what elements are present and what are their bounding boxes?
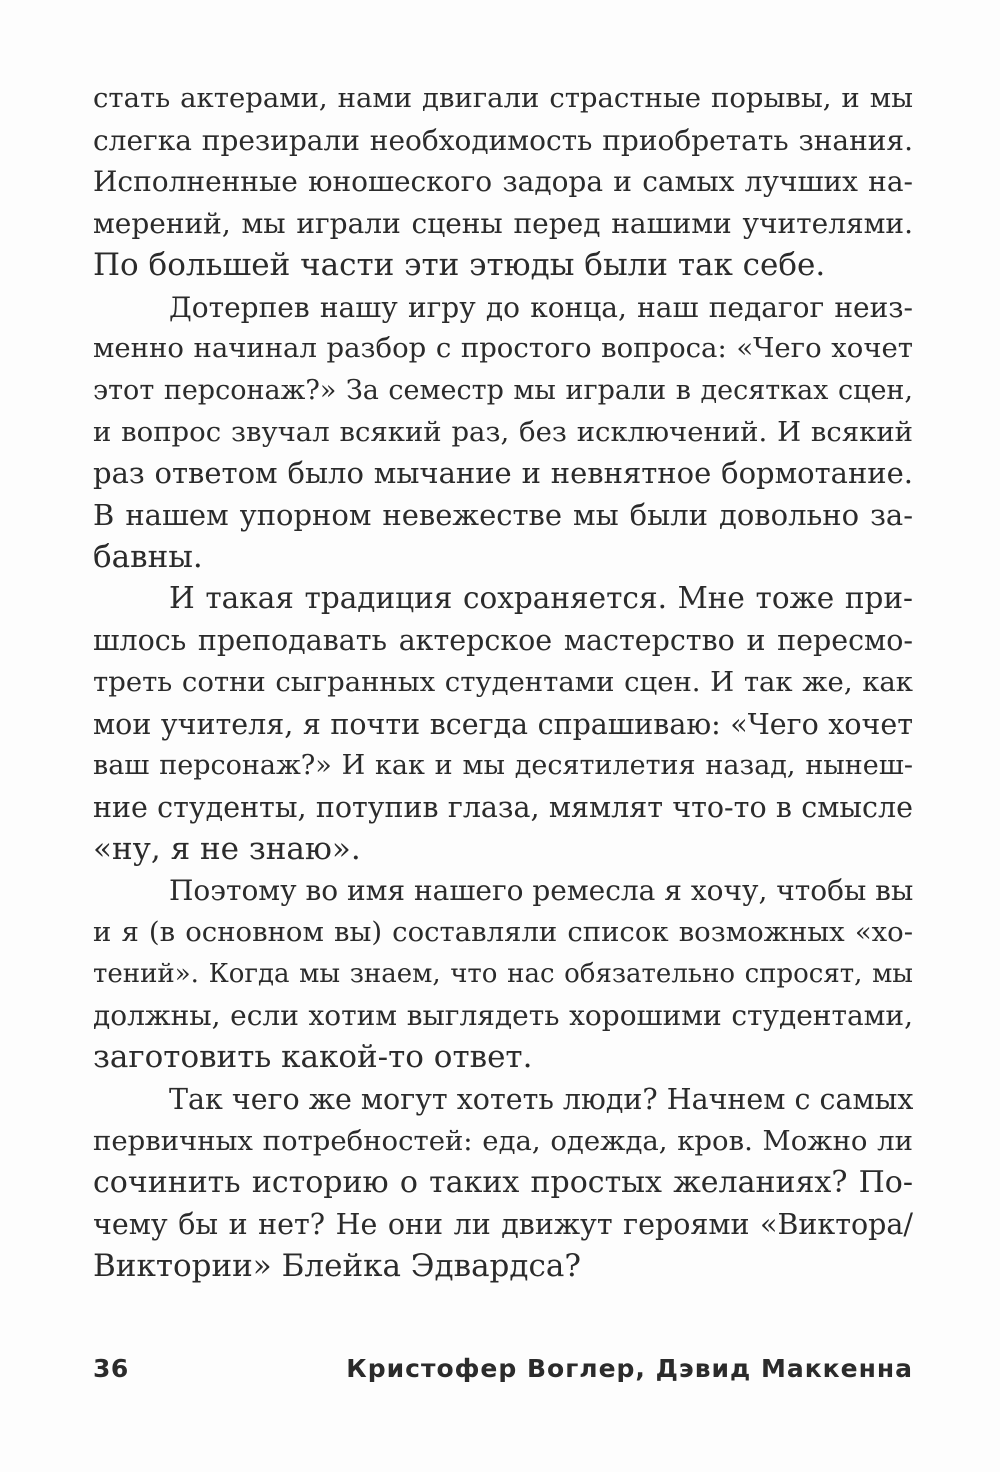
running-title: Кристофер Воглер, Дэвид Маккенна: [346, 1354, 913, 1383]
text-line: И такая традиция сохраняется. Мне тоже при-: [169, 581, 913, 616]
text-line: и я (в основном вы) составляли список возможных «хо-: [93, 916, 913, 949]
text-line: и вопрос звучал всякий раз, без исключений. И всякий: [93, 415, 913, 448]
text-line: В нашем упорном невежестве мы были довольно за-: [93, 498, 913, 533]
page-number: 36: [93, 1354, 129, 1383]
text-line: раз ответом было мычание и невнятное бормотание.: [93, 456, 913, 491]
text-line: ние студенты, потупив глаза, мямлят что-то в смысле: [93, 790, 913, 824]
text-line: менно начинал разбор с простого вопроса: «Чего хочет: [93, 332, 913, 365]
text-line: «ну, я не знаю».: [93, 830, 361, 867]
text-line: чему бы и нет? Не они ли движут героями «Виктора/: [93, 1207, 913, 1241]
text-line: мои учителя, я почти всегда спрашиваю: «Чего хочет: [93, 707, 913, 741]
text-line: этот персонаж?» За семестр мы играли в десятках сцен,: [93, 374, 913, 406]
text-line: Так чего же могут хотеть люди? Начнем с самых: [169, 1082, 913, 1116]
text-line: мерений, мы играли сцены перед нашими учителями.: [93, 207, 913, 241]
text-line: сочинить историю о таких простых желаниях? По-: [93, 1165, 913, 1201]
text-line: тений». Когда мы знаем, что нас обязательно спросят, мы: [93, 958, 913, 989]
text-line: бавны.: [93, 538, 203, 575]
text-line: стать актерами, нами двигали страстные порывы, и мы: [93, 82, 913, 114]
text-line: Дотерпев нашу игру до конца, наш педагог неиз-: [169, 290, 913, 324]
page-footer: [93, 1354, 913, 1394]
text-line: По большей части эти этюды были так себе.: [93, 246, 826, 283]
text-line: Исполненные юношеского задора и самых лучших на-: [93, 165, 913, 199]
text-line: заготовить какой-то ответ.: [93, 1039, 533, 1076]
body-text: [93, 78, 913, 1287]
text-line: Поэтому во имя нашего ремесла я хочу, чтобы вы: [169, 874, 913, 908]
text-line: Виктории» Блейка Эдвардса?: [93, 1247, 581, 1284]
text-line: треть сотни сыгранных студентами сцен. И так же, как: [93, 665, 913, 698]
text-line: должны, если хотим выглядеть хорошими студентами,: [93, 999, 913, 1033]
text-line: ваш персонаж?» И как и мы десятилетия назад, нынеш-: [93, 750, 913, 782]
text-line: шлось преподавать актерское мастерство и пересмо-: [93, 624, 913, 658]
text-line: слегка презирали необходимость приобретать знания.: [93, 123, 913, 157]
text-line: первичных потребностей: еда, одежда, кров. Можно ли: [93, 1124, 913, 1157]
